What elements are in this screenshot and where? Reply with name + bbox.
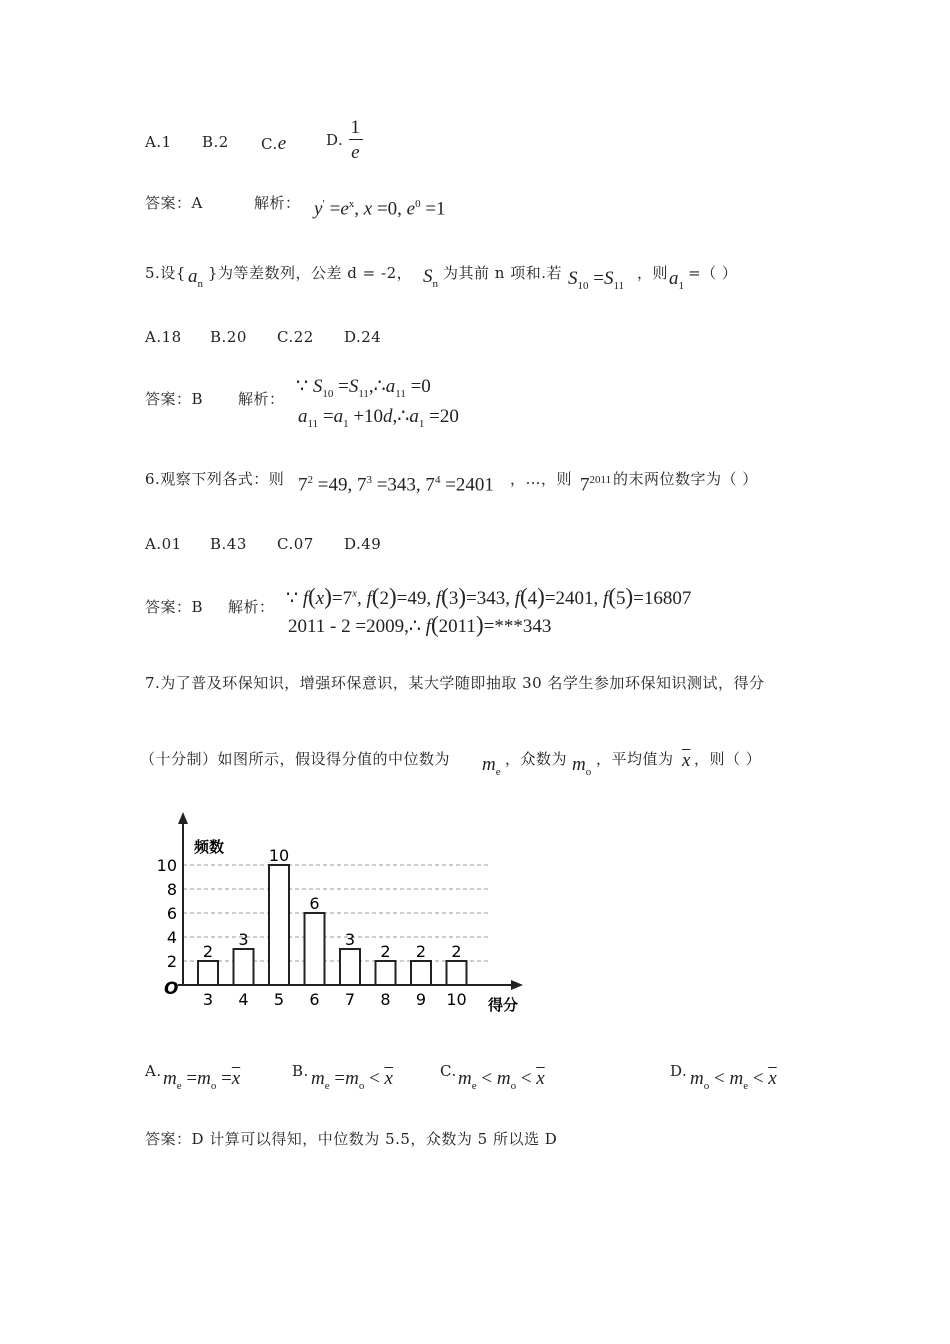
q5-sn [423,266,438,290]
q4-option-c-label: C. [261,135,278,153]
q5-sn-sub: n [432,277,438,290]
q7-option-a-math: $m_e =m_o =\overline{x}$ [163,1068,241,1092]
q5-analysis-line1: ∵ $S_{10}$ $=S_{11},\therefore a_{11} =0$ [296,376,431,400]
x-tick-label: 3 [202,990,214,1009]
q7-option-c-label: C. [440,1062,457,1080]
frequency-bar-chart [150,800,540,1025]
y-tick-label: 2 [166,952,177,971]
q5-option-a: A.18 [145,328,182,346]
q6-stem-power: $7^{2011}$ [580,474,612,496]
bar-value-label: 2 [415,942,427,961]
q6-analysis-line1: ∵ $f(x)=7^x$, f(2)=49, f(3)=343, f(4)=2401, f(5)=16807 [286,584,692,609]
y-tick-label: 4 [166,928,177,947]
q5-analysis-line2: $a_{11} =a_1$ $+10d,\therefore a_1 =20$ [298,406,459,430]
q4-option-c-math: e [277,133,287,154]
q7-stem-line2-a: （十分制）如图所示，假设得分值的中位数为 [140,750,451,768]
q5-stem-math: $S_{10} =S_{11}$ [568,268,625,292]
q5-stem-part-b: }为等差数列，公差 d = -2， [208,264,413,282]
q4-option-d-numerator: 1 [350,117,361,138]
q7-stem-xbar: $\overline{x}$ [682,750,691,771]
q5-an-base: a [188,266,198,287]
q5-sn-base: S [423,266,433,287]
q6-stem-part-c: 的末两位数字为（ ） [613,470,758,488]
q4-option-d-label: D. [326,131,344,149]
q6-option-b: B.43 [210,535,247,553]
q5-option-b: B.20 [210,328,247,346]
y-tick-label: 8 [166,880,177,899]
bar-value-label: 2 [451,942,462,961]
bar-value-label: 6 [309,894,320,913]
q5-a1: $a_1$ [669,268,684,292]
bar-value-label: 10 [268,846,290,865]
origin-label: O [164,979,179,999]
q6-option-a: A.01 [145,535,182,553]
q7-option-a-label: A. [145,1062,162,1080]
q7-stem-mo: $m_o$ [572,754,592,778]
x-axis-arrow [511,980,523,990]
q5-answer: 答案：B [145,390,204,408]
x-tick-label: 10 [446,990,467,1009]
x-tick-label: 7 [344,990,356,1009]
y-axis-arrow [178,812,188,824]
x-tick-label: 5 [273,990,285,1009]
bar-value-label: 3 [344,930,356,949]
bar [411,961,431,985]
q7-stem-line2-c: ，平均值为 [596,750,674,768]
q4-option-d-fraction [349,118,363,162]
q5-option-d: D.24 [344,328,382,346]
q5-analysis-label: 解析： [238,390,285,408]
q7-option-b-label: B. [292,1062,309,1080]
x-axis-label: 得分 [488,996,519,1014]
bar-value-label: 3 [238,930,249,949]
q7-stem-line2-d: ，则（ ） [694,750,762,768]
q7-stem-line1: 7.为了普及环保知识，增强环保意识，某大学随即抽取 30 名学生参加环保知识测试，得分 [145,674,765,692]
q6-stem-part-a: 6.观察下列各式：则 [145,470,285,488]
q7-option-c-math: $m_e < m_o < \overline{x}$ [458,1068,545,1092]
bar [447,961,467,985]
q6-option-c: C.07 [277,535,314,553]
q6-analysis-label: 解析： [228,598,275,616]
q5-stem-part-e: =（ ） [688,264,738,282]
q5-an-sub: n [197,277,203,290]
y-tick-label: 6 [166,904,177,923]
y-axis-label: 频数 [194,838,225,856]
q5-stem-part-c: 为其前 n 项和.若 [443,264,562,282]
x-tick-label: 4 [238,990,249,1009]
q4-option-a: A.1 [145,133,172,151]
x-tick-label: 8 [380,990,391,1009]
q7-stem-line2-b: ，众数为 [505,750,568,768]
chart-grid [183,865,490,961]
bar [340,949,360,985]
bar [234,949,254,985]
q6-stem-math: $7^2 =49$, $7^3 =343$, $7^4 =2401$ [298,474,494,496]
bar [376,961,396,985]
q4-option-d [326,118,363,162]
chart-bars [198,865,467,985]
q6-option-d: D.49 [344,535,382,553]
q5-stem-part-a: 5.设{ [145,264,186,282]
q4-answer: 答案：A [145,194,203,212]
q7-option-d-math: $m_o < m_e < \overline{x}$ [690,1068,777,1092]
q4-option-b: B.2 [202,133,229,151]
bar-value-label: 2 [380,942,391,961]
q6-analysis-line2: 2011 - 2 =2009,∴ f(2011)=***343 [288,612,552,637]
q7-option-d-label: D. [670,1062,688,1080]
bar [269,865,289,985]
q4-option-d-denominator: e [351,142,361,163]
q7-answer: 答案：D 计算可以得知，中位数为 5.5，众数为 5 所以选 D [145,1130,558,1148]
q7-option-b-math: $m_e =m_o < \overline{x}$ [311,1068,393,1092]
q5-an [188,266,203,290]
bar [305,913,325,985]
bar-value-label: 2 [202,942,214,961]
y-tick-label: 10 [156,856,177,875]
q4-option-c [261,133,287,155]
bar [198,961,218,985]
q5-stem [145,262,186,283]
q4-analysis-math: $y' =e^x$, x =0, $e^0 =1$ [314,198,446,220]
q5-stem-part-d: ，则 [637,264,669,282]
q6-answer: 答案：B [145,598,204,616]
x-tick-label: 6 [309,990,320,1009]
q6-stem-part-b: ，…，则 [510,470,573,488]
q5-option-c: C.22 [277,328,314,346]
x-tick-label: 9 [415,990,427,1009]
q7-stem-me: $m_e$ [482,754,501,778]
q4-analysis-label: 解析： [254,194,301,212]
